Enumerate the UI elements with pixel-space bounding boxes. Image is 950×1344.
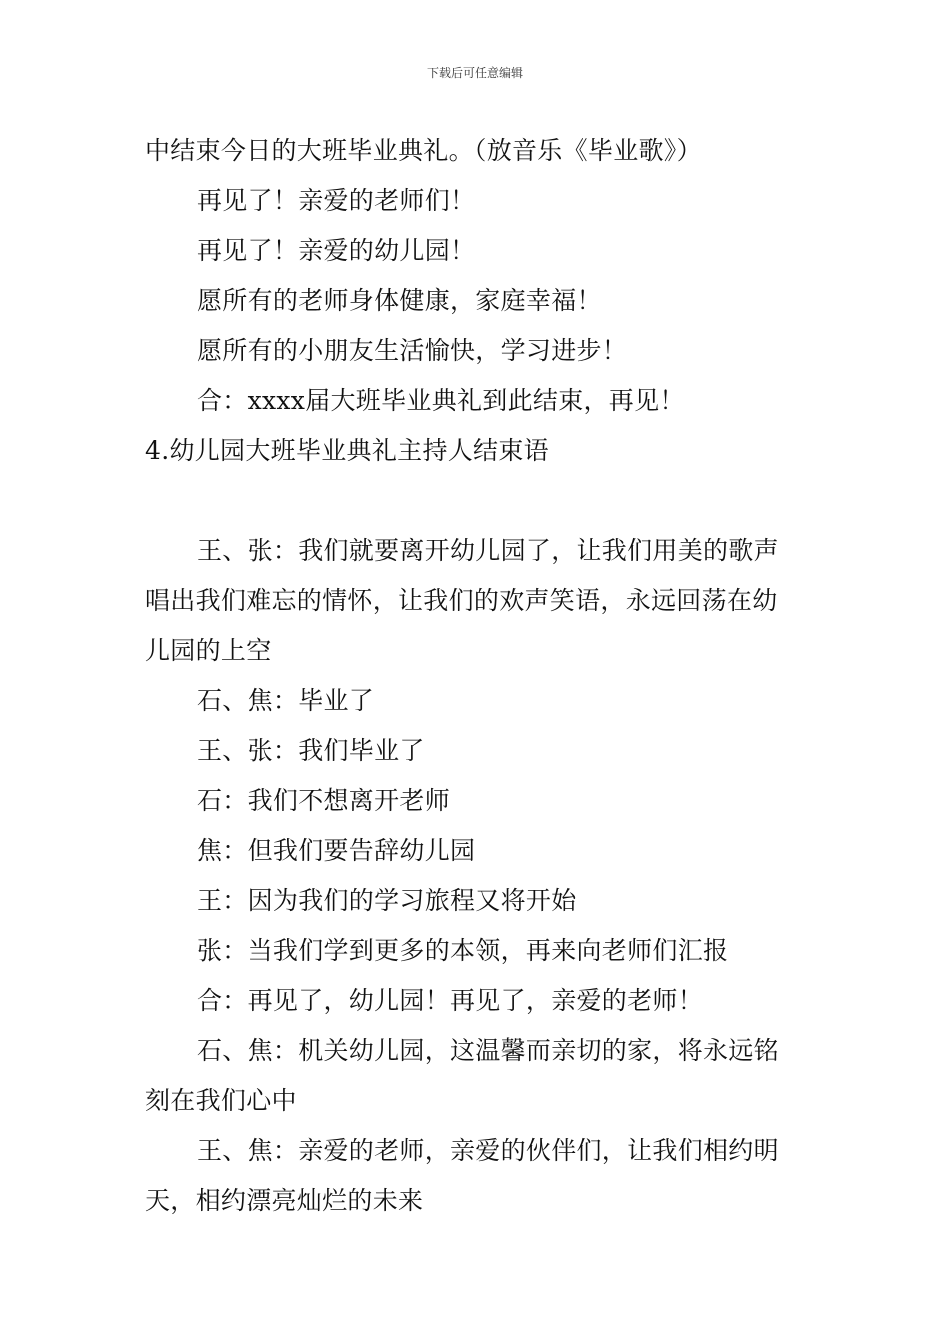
text-line: 石：我们不想离开老师 xyxy=(197,786,451,815)
text-line: 刻在我们心中 xyxy=(145,1086,297,1115)
text-line: 中结束今日的大班毕业典礼。（放音乐《毕业歌》） xyxy=(145,136,702,165)
page-header-note: 下载后可任意编辑 xyxy=(426,66,523,80)
text-line: 焦：但我们要告辞幼儿园 xyxy=(197,836,476,865)
text-line: 王、张：我们毕业了 xyxy=(197,736,425,765)
text-line: 石、焦：机关幼儿园，这温馨而亲切的家，将永远铭 xyxy=(197,1036,779,1065)
blank-line xyxy=(145,476,810,526)
text-line: 儿园的上空 xyxy=(145,636,272,665)
document-body xyxy=(145,126,810,1226)
text-line: 天，相约漂亮灿烂的未来 xyxy=(145,1186,424,1215)
text-line: 王、张：我们就要离开幼儿园了，让我们用美的歌声 xyxy=(197,536,779,565)
text-line: 合：再见了，幼儿园！再见了，亲爱的老师！ xyxy=(197,986,704,1015)
text-line: 唱出我们难忘的情怀，让我们的欢声笑语，永远回荡在幼 xyxy=(145,586,778,615)
text-line: 王：因为我们的学习旅程又将开始 xyxy=(197,886,577,915)
section-heading: 4.幼儿园大班毕业典礼主持人结束语 xyxy=(145,436,549,465)
text-line: 再见了！亲爱的幼儿园！ xyxy=(197,236,476,265)
text-line: 张：当我们学到更多的本领，再来向老师们汇报 xyxy=(197,936,729,965)
text-line: 愿所有的老师身体健康，家庭幸福！ xyxy=(197,286,602,315)
text-line: 石、焦：毕业了 xyxy=(197,686,375,715)
text-line: 合：xxxx届大班毕业典礼到此结束，再见！ xyxy=(197,386,685,415)
text-line: 再见了！亲爱的老师们！ xyxy=(197,186,476,215)
text-line: 愿所有的小朋友生活愉快，学习进步！ xyxy=(197,336,628,365)
text-line: 王、焦：亲爱的老师，亲爱的伙伴们，让我们相约明 xyxy=(197,1136,779,1165)
